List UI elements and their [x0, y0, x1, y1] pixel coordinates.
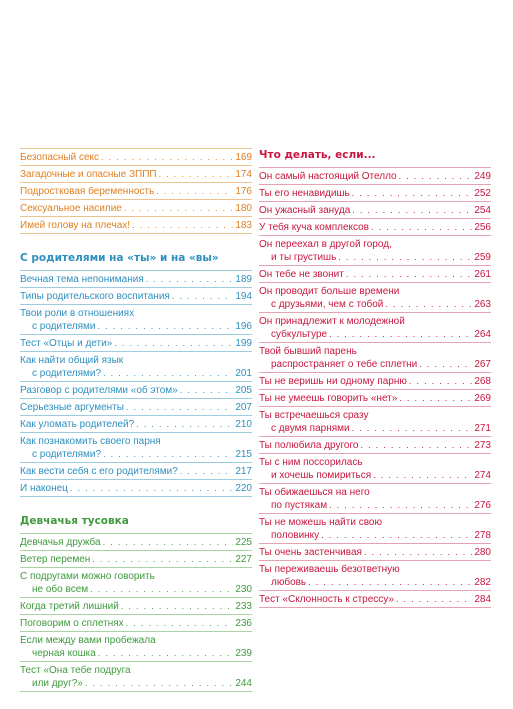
- entry-title: Он тебе не звонит: [259, 269, 344, 280]
- entry-title-cont: и хочешь помириться: [271, 470, 372, 481]
- page-number: 225: [235, 537, 252, 548]
- page-number: 278: [474, 530, 491, 541]
- toc-list: [20, 270, 252, 497]
- page-number: 254: [474, 205, 491, 216]
- page-number: 201: [235, 368, 252, 379]
- entry-title: Имей голову на плечах!: [20, 220, 131, 231]
- toc-entry: [20, 598, 252, 615]
- entry-title: Безопасный секс: [20, 152, 100, 163]
- page-number: 263: [474, 299, 491, 310]
- leader-dots: [126, 401, 233, 414]
- leader-dots: [101, 151, 233, 164]
- page-number: 274: [474, 470, 491, 481]
- leader-dots: [146, 273, 234, 286]
- toc-entry: [259, 373, 491, 390]
- entry-title-cont: с двумя парнями: [271, 423, 350, 434]
- entry-continuation: [20, 677, 252, 690]
- leader-dots: [92, 553, 233, 566]
- entry-title: Как найти общий язык: [20, 355, 124, 366]
- entry-title-cont: субкультуре: [271, 329, 328, 340]
- toc-entry: [20, 551, 252, 568]
- entry-title: И наконец: [20, 483, 68, 494]
- page-number: 261: [474, 269, 491, 280]
- page-number: 199: [235, 338, 252, 349]
- leader-dots: [364, 546, 472, 559]
- toc-entry: [20, 149, 252, 166]
- page-number: 236: [235, 618, 252, 629]
- toc-entry: [259, 266, 491, 283]
- toc-entry: [259, 283, 491, 313]
- page-number: 215: [235, 449, 252, 460]
- entry-title: Поговорим о сплетнях: [20, 618, 124, 629]
- page-number: 183: [235, 220, 252, 231]
- entry-continuation: [20, 320, 252, 333]
- leader-dots: [329, 328, 472, 341]
- page-number: 176: [235, 186, 252, 197]
- page-number: 284: [474, 594, 491, 605]
- leader-dots: [156, 185, 233, 198]
- entry-title-cont: с родителями: [32, 321, 96, 332]
- page-number: 207: [235, 402, 252, 413]
- page-number: 259: [474, 252, 491, 263]
- section-heading: Девчачья тусовка: [20, 515, 129, 527]
- toc-entry: [20, 352, 252, 382]
- toc-entry: [259, 390, 491, 407]
- section-heading: С родителями на «ты» и на «вы»: [20, 252, 219, 264]
- entry-title-cont: и ты грустишь: [271, 252, 337, 263]
- leader-dots: [321, 529, 472, 542]
- entry-title: С подругами можно говорить: [20, 571, 155, 582]
- toc-entry: [259, 484, 491, 514]
- toc-entry: [20, 399, 252, 416]
- entry-continuation: [259, 422, 491, 435]
- toc-entry: [20, 662, 252, 692]
- entry-title-cont: с родителями?: [32, 449, 102, 460]
- entry-title: Если между вами пробежала: [20, 635, 156, 646]
- leader-dots: [103, 536, 234, 549]
- toc-section: [20, 514, 252, 692]
- leader-dots: [409, 375, 472, 388]
- entry-title: Он проводит больше времени: [259, 286, 400, 297]
- page-number: 280: [474, 547, 491, 558]
- entry-title: Сексуальное насилие: [20, 203, 122, 214]
- page-number: 244: [235, 678, 252, 689]
- toc-entry: [20, 288, 252, 305]
- leader-dots: [180, 384, 234, 397]
- toc-list: [20, 148, 252, 234]
- leader-dots: [90, 583, 233, 596]
- leader-dots: [132, 219, 233, 232]
- entry-title: Серьезные аргументы: [20, 402, 124, 413]
- leader-dots: [98, 320, 234, 333]
- page-number: 268: [474, 376, 491, 387]
- toc-section: [20, 148, 252, 234]
- entry-continuation: [20, 583, 252, 596]
- leader-dots: [346, 268, 472, 281]
- leader-dots: [329, 499, 472, 512]
- leader-dots: [98, 647, 233, 660]
- page-number: 273: [474, 440, 491, 451]
- entry-continuation: [20, 448, 252, 461]
- toc-entry: [259, 219, 491, 236]
- entry-title: Ты его ненавидишь: [259, 188, 350, 199]
- leader-dots: [114, 337, 233, 350]
- entry-continuation: [259, 358, 491, 371]
- leader-dots: [172, 290, 233, 303]
- toc-entry: [20, 615, 252, 632]
- toc-entry: [259, 313, 491, 343]
- entry-title: Когда третий лишний: [20, 601, 119, 612]
- entry-continuation: [259, 328, 491, 341]
- entry-title: У тебя куча комплексов: [259, 222, 369, 233]
- toc-entry: [259, 236, 491, 266]
- page-number: 233: [235, 601, 252, 612]
- section-heading: Что делать, если...: [259, 149, 376, 161]
- entry-title: Ты переживаешь безответную: [259, 564, 400, 575]
- page-number: 271: [474, 423, 491, 434]
- entry-title: Как вести себя с его родителями?: [20, 466, 178, 477]
- toc-section: [20, 251, 252, 497]
- page-number: 217: [235, 466, 252, 477]
- leader-dots: [136, 418, 233, 431]
- toc-list: [259, 167, 491, 608]
- page-number: 174: [235, 169, 252, 180]
- toc-entry: [259, 407, 491, 437]
- entry-title: Девчачья дружба: [20, 537, 101, 548]
- entry-title-cont: по пустякам: [271, 500, 328, 511]
- toc-entry: [20, 568, 252, 598]
- entry-title-cont: с друзьями, чем с тобой: [271, 299, 384, 310]
- leader-dots: [85, 677, 233, 690]
- entry-title: Тест «Склонность к стрессу»: [259, 594, 394, 605]
- toc-entry: [20, 305, 252, 335]
- page-number: 205: [235, 385, 252, 396]
- entry-title: Разговор с родителями «об этом»: [20, 385, 178, 396]
- leader-dots: [70, 482, 233, 495]
- toc-entry: [20, 382, 252, 399]
- entry-continuation: [20, 647, 252, 660]
- toc-entry: [20, 166, 252, 183]
- entry-title: Он ужасный зануда: [259, 205, 351, 216]
- toc-entry: [259, 544, 491, 561]
- page-number: 256: [474, 222, 491, 233]
- entry-title: Ты не умеешь говорить «нет»: [259, 393, 398, 404]
- page-number: 269: [474, 393, 491, 404]
- entry-title: Подростковая беременность: [20, 186, 155, 197]
- leader-dots: [352, 187, 473, 200]
- leader-dots: [159, 168, 234, 181]
- entry-continuation: [259, 298, 491, 311]
- entry-title: Ты полюбила другого: [259, 440, 359, 451]
- toc-entry: [259, 202, 491, 219]
- toc-entry: [20, 335, 252, 352]
- leader-dots: [180, 465, 234, 478]
- entry-title: Он переехал в другой город,: [259, 239, 392, 250]
- entry-title: Тест «Отцы и дети»: [20, 338, 113, 349]
- entry-title: Твой бывший парень: [259, 346, 357, 357]
- entry-title-cont: не обо всем: [32, 584, 89, 595]
- toc-entry: [20, 217, 252, 234]
- leader-dots: [396, 593, 472, 606]
- entry-title: Ты обижаешься на него: [259, 487, 370, 498]
- page-number: 267: [474, 359, 491, 370]
- leader-dots: [371, 221, 472, 234]
- toc-entry: [259, 437, 491, 454]
- entry-continuation: [259, 576, 491, 589]
- leader-dots: [352, 204, 472, 217]
- entry-title-cont: черная кошка: [32, 648, 96, 659]
- toc-list: [20, 533, 252, 692]
- page-number: 210: [235, 419, 252, 430]
- leader-dots: [352, 422, 473, 435]
- entry-title: Ты с ним поссорилась: [259, 457, 363, 468]
- toc-entry: [259, 561, 491, 591]
- toc-section: [259, 148, 491, 608]
- leader-dots: [121, 600, 234, 613]
- toc-entry: [259, 514, 491, 544]
- toc-entry: [259, 185, 491, 202]
- toc-entry: [20, 463, 252, 480]
- leader-dots: [360, 439, 472, 452]
- entry-continuation: [259, 499, 491, 512]
- leader-dots: [373, 469, 472, 482]
- toc-entry: [20, 200, 252, 217]
- leader-dots: [126, 617, 234, 630]
- entry-title-cont: половинку: [271, 530, 320, 541]
- page-number: 189: [235, 274, 252, 285]
- page-number: 276: [474, 500, 491, 511]
- toc-column-right: [259, 148, 491, 625]
- page-number: 249: [474, 171, 491, 182]
- toc-entry: [20, 534, 252, 551]
- toc-column-left: [20, 148, 252, 709]
- page-number: 252: [474, 188, 491, 199]
- leader-dots: [103, 367, 233, 380]
- leader-dots: [399, 170, 473, 183]
- entry-title: Он самый настоящий Отелло: [259, 171, 397, 182]
- leader-dots: [385, 298, 472, 311]
- toc-entry: [259, 454, 491, 484]
- leader-dots: [103, 448, 233, 461]
- toc-entry: [259, 168, 491, 185]
- entry-title-cont: распространяет о тебе сплетни: [271, 359, 418, 370]
- page-number: 194: [235, 291, 252, 302]
- page-number: 196: [235, 321, 252, 332]
- entry-title: Ты не веришь ни одному парню: [259, 376, 407, 387]
- entry-continuation: [259, 469, 491, 482]
- entry-title: Загадочные и опасные ЗППП: [20, 169, 157, 180]
- entry-title-cont: любовь: [271, 577, 307, 588]
- leader-dots: [338, 251, 472, 264]
- entry-title: Он принадлежит к молодежной: [259, 316, 405, 327]
- entry-title: Ты не можешь найти свою: [259, 517, 382, 528]
- leader-dots: [399, 392, 472, 405]
- toc-entry: [259, 591, 491, 608]
- entry-title-cont: или друг?»: [32, 678, 83, 689]
- entry-continuation: [259, 251, 491, 264]
- toc-entry: [20, 183, 252, 200]
- leader-dots: [419, 358, 472, 371]
- entry-title: Типы родительского воспитания: [20, 291, 170, 302]
- entry-continuation: [259, 529, 491, 542]
- toc-entry: [20, 480, 252, 497]
- toc-entry: [20, 416, 252, 433]
- entry-title: Тест «Она тебе подруга: [20, 665, 131, 676]
- entry-title: Как познакомить своего парня: [20, 436, 161, 447]
- entry-title: Вечная тема непонимания: [20, 274, 144, 285]
- entry-title: Твои роли в отношениях: [20, 308, 135, 319]
- entry-title: Как уломать родителей?: [20, 419, 135, 430]
- page-number: 169: [235, 152, 252, 163]
- page-number: 220: [235, 483, 252, 494]
- leader-dots: [308, 576, 472, 589]
- entry-continuation: [20, 367, 252, 380]
- page-number: 227: [235, 554, 252, 565]
- toc-entry: [20, 433, 252, 463]
- page-number: 230: [235, 584, 252, 595]
- toc-entry: [20, 271, 252, 288]
- page-number: 282: [474, 577, 491, 588]
- entry-title: Ты очень застенчивая: [259, 547, 362, 558]
- leader-dots: [124, 202, 233, 215]
- page-number: 180: [235, 203, 252, 214]
- entry-title-cont: с родителями?: [32, 368, 102, 379]
- entry-title: Ты встречаешься сразу: [259, 410, 369, 421]
- toc-entry: [20, 632, 252, 662]
- page-number: 264: [474, 329, 491, 340]
- page-number: 239: [235, 648, 252, 659]
- entry-title: Ветер перемен: [20, 554, 91, 565]
- toc-entry: [259, 343, 491, 373]
